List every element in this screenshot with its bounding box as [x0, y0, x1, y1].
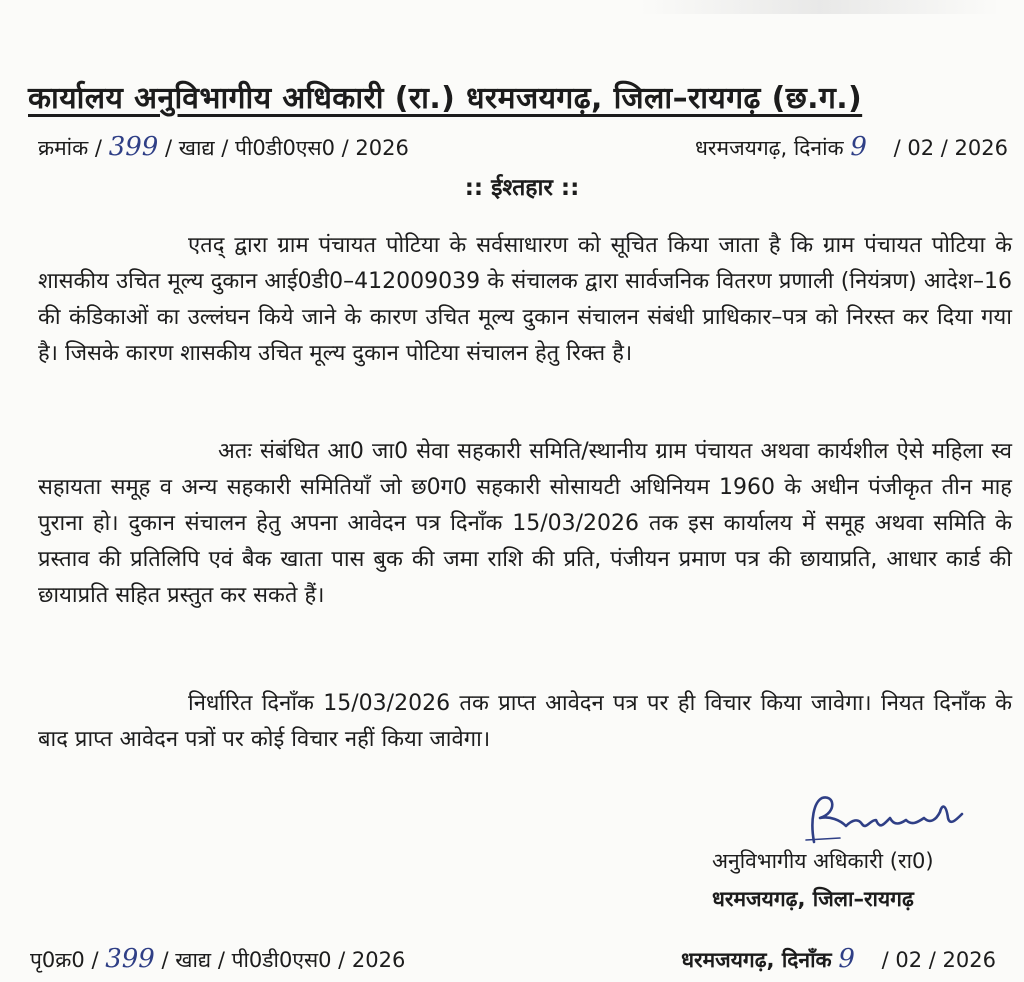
- endorsement-place-date-label: धरमजयगढ़, दिनाँक: [681, 948, 832, 972]
- handwritten-endorsement-number: 399: [105, 944, 155, 974]
- place-date-label: धरमजयगढ़, दिनांक: [695, 136, 844, 160]
- reference-row: [38, 128, 1008, 168]
- handwritten-signature: [800, 790, 980, 850]
- office-title: कार्यालय अनुविभागीय अधिकारी (रा.) धरमजयगढ़, जिला–रायगढ़ (छ.ग.): [28, 81, 863, 116]
- handwritten-day: 9: [850, 132, 867, 162]
- signatory-designation: अनुविभागीय अधिकारी (रा0): [712, 849, 934, 873]
- endorsement-handwritten-day: 9: [838, 944, 855, 974]
- endorsement-date: [681, 944, 996, 974]
- top-edge-shadow: [640, 0, 1000, 14]
- date-year: / 2026: [940, 136, 1008, 160]
- endorsement-prefix: पृ0क्र0 /: [30, 948, 99, 972]
- notice-heading: :: ईश्तहार ::: [464, 175, 580, 201]
- body-paragraph-2: अतः संबंधित आ0 जा0 सेवा सहकारी समिति/स्थानीय ग्राम पंचायत अथवा कार्यशील ऐसे महिला स्व सहायता समूह व अन्य सहकारी समितियाँ जो छ0ग0 सहकारी सोसायटी अधिनियम 1960 के अधीन पंजीकृत तीन माह पुराना हो। दुकान संचालन हेतु अपना आवेदन पत्र दिनाँक 15/03/2026 तक इस कार्यालय में समूह अथवा समिति के प्रस्ताव की प्रतिलिपि एवं बैक खाता पास बुक की जमा राशि की प्रति, पंजीयन प्रमाण पत्र की छायाप्रति, आधार कार्ड की छायाप्रति सहित प्रस्तुत कर सकते हैं।: [38, 439, 1012, 608]
- endorsement-date-year: / 2026: [928, 948, 996, 972]
- reference-suffix: / खाद्य / पी0डी0एस0 / 2026: [165, 136, 409, 160]
- handwritten-reference-number: 399: [108, 132, 159, 162]
- endorsement-row: [30, 936, 996, 982]
- body-paragraph-1: एतद् द्वारा ग्राम पंचायत पोटिया के सर्वसाधारण को सूचित किया जाता है कि ग्राम पंचायत पोटिया के शासकीय उचित मूल्य दुकान आई0डी0–412009039 के संचालक द्वारा सार्वजनिक वितरण प्रणाली (नियंत्रण) आदेश–16 की कंडिकाओं का उल्लंघन किये जाने के कारण उचित मूल्य दुकान संचालन संबंधी प्राधिकार–पत्र को निरस्त कर दिया गया है। जिसके कारण शासकीय उचित मूल्य दुकान पोटिया संचालन हेतु रिक्त है।: [38, 233, 1012, 366]
- endorsement-suffix: / खाद्य / पी0डी0एस0 / 2026: [161, 948, 406, 972]
- signatory-block: [712, 842, 1012, 918]
- signatory-location: धरमजयगढ़, जिला–रायगढ़: [712, 887, 914, 911]
- reference-date: [695, 132, 1008, 162]
- endorsement-date-month: / 02: [881, 948, 923, 972]
- date-month: / 02: [893, 136, 935, 160]
- body-paragraph-3: निर्धारित दिनाँक 15/03/2026 तक प्राप्त आवेदन पत्र पर ही विचार किया जावेगा। नियत दिनाँक के बाद प्राप्त आवेदन पत्रों पर कोई विचार नहीं किया जावेगा।: [38, 691, 1012, 752]
- reference-prefix: क्रमांक /: [38, 136, 103, 160]
- endorsement-number: [30, 944, 405, 974]
- reference-number: [38, 132, 409, 162]
